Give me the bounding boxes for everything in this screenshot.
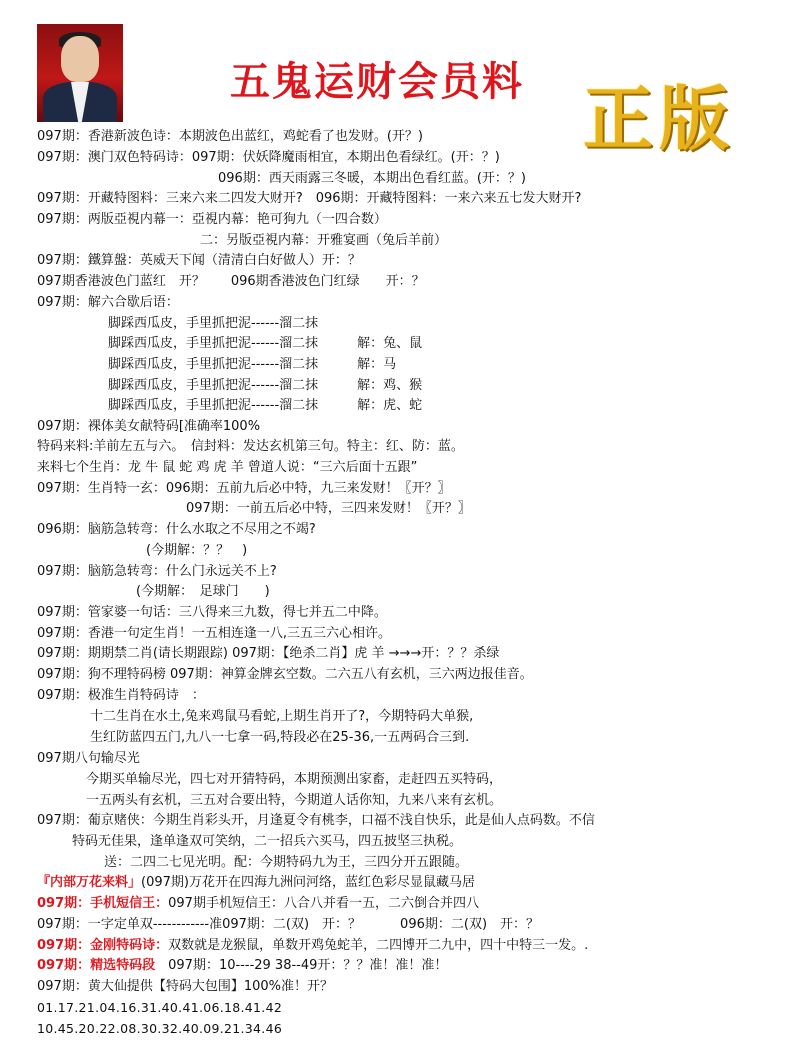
text-line: 097期香港波色门蓝红 开？ 096期香港波色门红绿 开：？ <box>37 274 425 289</box>
red-label: 097期：金刚特码诗： <box>37 938 169 953</box>
portrait-photo <box>37 24 123 122</box>
text-line: 097期八句输尽光 <box>37 751 140 766</box>
line-rest: 097期：10----29 38--49开：？？准！准！准！ <box>155 958 448 973</box>
text-line: 二：另版亞視内幕：开雅宴画（兔后羊前） <box>200 233 448 248</box>
text-line: 097期：裸体美女献特码[准确率100% <box>37 419 261 434</box>
portrait-face <box>61 36 99 82</box>
page-title: 五鬼运财会员料 <box>230 59 524 105</box>
text-line: 097期：极准生肖特码诗 ： <box>37 688 205 703</box>
text-line: 脚踩西瓜皮，手里抓把泥------溜二抹 <box>108 316 319 331</box>
text-line: 097期：期期禁二肖(请长期跟踪) 097期：【绝杀二肖】虎 羊 →→→开：？？杀绿 <box>37 646 500 661</box>
text-line: 097期：葡京赌侠：今期生肖彩头开，月逢夏令有桃李，口福不浅自快乐，此是仙人点码数。不信 <box>37 813 595 828</box>
line-rest: 双数就是龙猴鼠，单数开鸡兔蛇羊，二四博开二九中，四十中特三一发。. <box>168 938 589 953</box>
text-line: 097期：鐵算盤：英威天下闻（清清白白好做人）开：？ <box>37 253 361 268</box>
text-line: 一五两头有玄机，三五对合要出特，今期道人话你知，九来八来有玄机。 <box>86 793 503 808</box>
text-line: 十二生肖在水土,兔来鸡鼠马看蛇,上期生肖开了?，今期特码大单猴, <box>90 709 474 724</box>
text-line: 097期：生肖特一玄：096期：五前九后必中特，九三来发财！〖开？〗 <box>37 481 451 496</box>
red-label: 『内部万花来料」 <box>37 875 142 890</box>
red-text-line <box>37 957 447 975</box>
red-label: 097期：精选特码段 <box>37 958 156 973</box>
text-line: 097期：狗不理特码榜 097期：神算金牌玄空数。二六五八有玄机，三六两边报佳音。 <box>37 667 533 682</box>
text-line: 097期：黄大仙提供【特码大包围】100%准！开？ <box>37 979 333 994</box>
text-line: 脚踩西瓜皮，手里抓把泥------溜二抹 解：马 <box>108 357 397 372</box>
text-line: 097期：两版亞視内幕一：亞視内幕：艳可狗九（一四合数） <box>37 212 387 227</box>
text-line: 脚踩西瓜皮，手里抓把泥------溜二抹 解：兔、鼠 <box>108 336 423 351</box>
text-line: 今期买单输尽光，四七对开猜特码，本期预测出家畜，走赶四五买特码， <box>86 772 503 787</box>
text-line: 送：二四二七见光明。配：今期特码九为王，三四分开五跟随。 <box>104 855 469 870</box>
text-line: 097期：管家婆一句话：三八得来三九数，得七并五二中降。 <box>37 605 387 620</box>
text-line: 097期：香港新波色诗：本期波色出蓝红，鸡蛇看了也发财。(开？) <box>37 129 423 144</box>
number-list: 01.17.21.04.16.31.40.41.06.18.41.42 <box>37 1000 283 1015</box>
text-line: 097期：香港一句定生肖！一五相连逢一八,三五三六心相许。 <box>37 626 391 641</box>
text-line: 097期：解六合歇后语： <box>37 295 179 310</box>
text-line: 097期：一字定单双------------准097期：二(双) 开：？ 096期：二(双) 开：？ <box>37 917 540 932</box>
text-line: 097期：澳门双色特码诗：097期：伏妖降魔雨相宜，本期出色看绿红。(开：？) <box>37 150 500 165</box>
red-label: 097期：手机短信王： <box>37 896 169 911</box>
red-text-line <box>37 895 479 913</box>
red-text-line <box>37 874 475 892</box>
genuine-stamp: 正版 <box>583 78 735 160</box>
text-line: (今期解： 足球门 ) <box>136 584 270 599</box>
red-text-line <box>37 937 588 955</box>
text-line: 096期：脑筋急转弯：什么水取之不尽用之不竭? <box>37 522 316 537</box>
text-line: 096期：西天雨露三冬暖，本期出色看红蓝。(开：？) <box>218 171 526 186</box>
text-line: 097期：一前五后必中特，三四来发财！〖开？〗 <box>186 501 471 516</box>
text-line: 097期：脑筋急转弯：什么门永远关不上? <box>37 564 277 579</box>
text-line: 生红防蓝四五门,九八一七拿一码,特段必在25-36,一五两码合三到. <box>90 730 470 745</box>
text-line: 特码来料:羊前左五与六。 信封料：发达玄机第三句。特主：红、防：蓝。 <box>37 439 464 454</box>
text-line: (今期解：？？ ) <box>146 543 248 558</box>
text-line: 来料七个生肖：龙 牛 鼠 蛇 鸡 虎 羊 曾道人说：“三六后面十五跟” <box>37 460 418 475</box>
line-rest: (097期)万花开在四海九洲问河络，蓝红色彩尽显鼠藏马居 <box>141 875 475 890</box>
line-rest: 097期手机短信王：八合八并看一五，二六倒合并四八 <box>168 896 479 911</box>
text-line: 脚踩西瓜皮，手里抓把泥------溜二抹 解：鸡、猴 <box>108 378 423 393</box>
text-line: 脚踩西瓜皮，手里抓把泥------溜二抹 解：虎、蛇 <box>108 398 423 413</box>
number-list: 10.45.20.22.08.30.32.40.09.21.34.46 <box>37 1021 283 1036</box>
text-line: 097期：开藏特图料：三来六来二四发大财开? 096期：开藏特图料：一来六来五七发大财开? <box>37 191 582 206</box>
text-line: 特码无佳果，逢单逢双可笑纳，二一招兵六买马，四五披坚三执税。 <box>72 834 463 849</box>
